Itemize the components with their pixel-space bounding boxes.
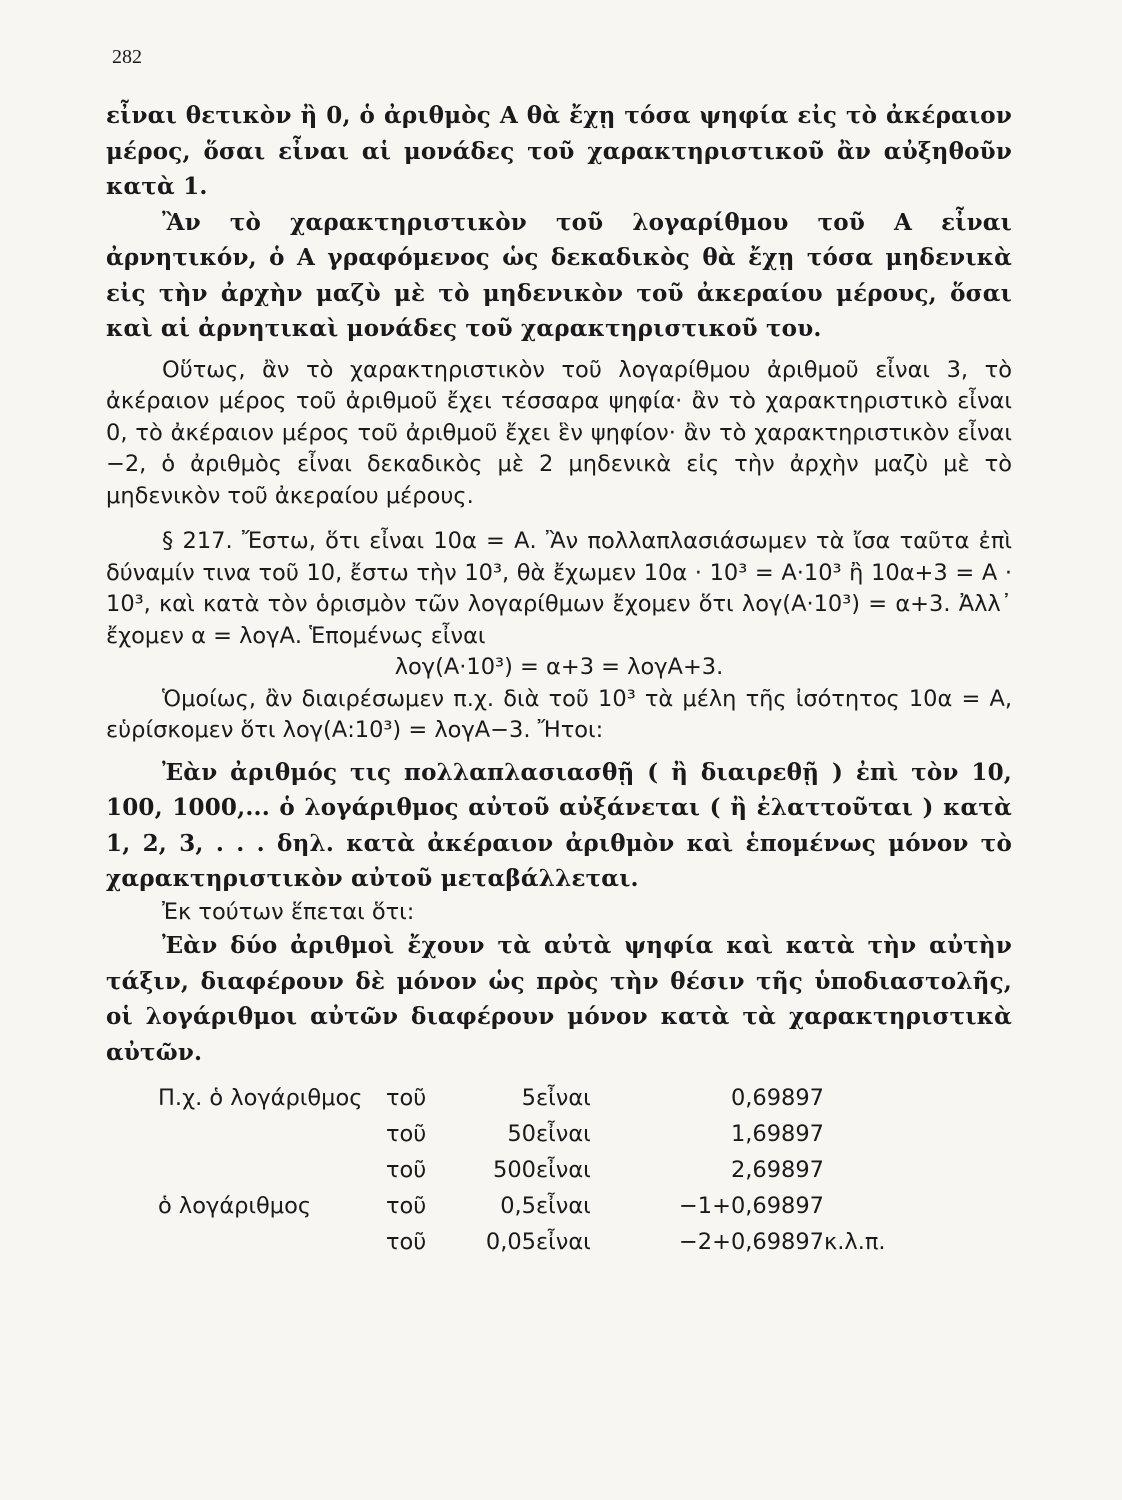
row-label: Π.χ. ὁ λογάριθμος <box>158 1085 363 1111</box>
table-row <box>158 1080 886 1116</box>
row-value: 0,69897 <box>730 1085 824 1111</box>
paragraph-division: Ὁμοίως, ἂν διαιρέσωμεν π.χ. διὰ τοῦ 10³ τὰ μέλη τῆς ἰσότητος 10α = Α, εὑρίσκομεν ὅτι λογ(Α:10³) = λογΑ−3. Ἤτοι: <box>106 685 1012 743</box>
row-einai: εἶναι <box>536 1193 591 1219</box>
row-label <box>158 1116 386 1152</box>
row-number: 5 <box>521 1085 536 1111</box>
row-tou: τοῦ <box>386 1193 427 1219</box>
row-value: −1+0,69897 <box>678 1193 824 1219</box>
page-number: 282 <box>112 46 142 68</box>
rule-same-digits: Ἐὰν δύο ἀριθμοὶ ἔχουν τὰ αὐτὰ ψηφία καὶ κατὰ τὴν αὐτὴν τάξιν, διαφέρουν δὲ μόνον ὡς πρὸς τὴν θέσιν τῆς ὑποδιαστολῆς, οἱ λογάριθμοι αὐτῶν διαφέρουν μόνον κατὰ τὰ χαρακτηριστικὰ αὐτῶν. <box>106 932 1012 1066</box>
row-tou: τοῦ <box>386 1121 427 1147</box>
log-examples-table <box>158 1080 886 1260</box>
table-row <box>158 1116 886 1152</box>
row-suffix <box>824 1152 886 1188</box>
row-label <box>158 1152 386 1188</box>
row-einai: εἶναι <box>536 1157 591 1183</box>
paragraph-negative-characteristic: Ἂν τὸ χαρακτηριστικὸν τοῦ λογαρίθμου τοῦ Α εἶναι ἀρνητικόν, ὁ Α γραφόμενος ὡς δεκαδικὸς θὰ ἔχῃ τόσα μηδενικὰ εἰς τὴν ἀρχὴν μαζὺ μὲ τὸ μηδενικὸν τοῦ ἀκεραίου μέρους, ὅσαι καὶ αἱ ἀρνητικαὶ μονάδες τοῦ χαρακτηριστικοῦ του. <box>106 208 1012 342</box>
table-row <box>158 1152 886 1188</box>
row-einai: εἶναι <box>536 1085 591 1111</box>
row-suffix <box>824 1080 886 1116</box>
row-number: 50 <box>507 1121 536 1147</box>
formula-log-product: λογ(Α·10³) = α+3 = λογΑ+3. <box>394 654 724 680</box>
table-row <box>158 1224 886 1260</box>
row-number: 0,5 <box>500 1193 536 1219</box>
row-number: 0,05 <box>485 1229 536 1255</box>
text-block <box>106 98 1012 1260</box>
row-tou: τοῦ <box>386 1229 427 1255</box>
paragraph-positive-characteristic: εἶναι θετικὸν ἢ 0, ὁ ἀριθμὸς Α θὰ ἔχῃ τόσα ψηφία εἰς τὸ ἀκέραιον μέρος, ὅσαι εἶναι αἱ μονάδες τοῦ χαρακτηριστικοῦ ἂν αὐξηθοῦν κατὰ 1. <box>106 102 1012 200</box>
row-suffix <box>824 1188 886 1224</box>
row-suffix <box>824 1116 886 1152</box>
paragraph-examples-characteristic: Οὕτως, ἂν τὸ χαρακτηριστικὸν τοῦ λογαρίθμου ἀριθμοῦ εἶναι 3, τὸ ἀκέραιον μέρος τοῦ ἀριθμοῦ ἔχει τέσσαρα ψηφία· ἂν τὸ χαρακτηριστικὸ εἶναι 0, τὸ ἀκέραιον μέρος τοῦ ἀριθμοῦ ἔχει ἓν ψηφίον· ἂν τὸ χαρακτηριστικὸν εἶναι −2, ὁ ἀριθμὸς εἶναι δεκαδικὸς μὲ 2 μηδενικὰ εἰς τὴν ἀρχὴν μαζὺ μὲ τὸ μηδενικὸν τοῦ ἀκεραίου μέρους. <box>106 356 1012 509</box>
row-einai: εἶναι <box>536 1121 591 1147</box>
row-label: ὁ λογάριθμος <box>158 1193 312 1219</box>
row-suffix: κ.λ.π. <box>824 1229 886 1255</box>
table-row <box>158 1188 886 1224</box>
row-einai: εἶναι <box>536 1229 591 1255</box>
row-value: 2,69897 <box>730 1157 824 1183</box>
rule-multiplication-by-ten: Ἐὰν ἀριθμός τις πολλαπλασιασθῇ ( ἢ διαιρεθῇ ) ἐπὶ τὸν 10, 100, 1000,... ὁ λογάριθμος αὐτοῦ αὐξάνεται ( ἢ ἐλαττοῦται ) κατὰ 1, 2, 3, . . . δηλ. κατὰ ἀκέραιον ἀριθμὸν καὶ ἑπομένως μόνον τὸ χαρακτηριστικὸν αὐτοῦ μεταβάλλεται. <box>106 758 1012 892</box>
row-value: 1,69897 <box>730 1121 824 1147</box>
row-tou: τοῦ <box>386 1085 427 1111</box>
row-number: 500 <box>493 1157 536 1183</box>
paragraph-section-217: § 217. Ἔστω, ὅτι εἶναι 10α = Α. Ἂν πολλαπλασιάσωμεν τὰ ἴσα ταῦτα ἐπὶ δύναμίν τινα τοῦ 10, ἔστω τὴν 10³, θὰ ἔχωμεν 10α · 10³ = Α·10³ ἢ 10α+3 = Α · 10³, καὶ κατὰ τὸν ὁρισμὸν τῶν λογαρίθμων ἔχομεν ὅτι λογ(Α·10³) = α+3. Ἀλλ᾽ ἔχομεν α = λογΑ. Ἑπομένως εἶναι <box>106 528 1012 649</box>
row-value: −2+0,69897 <box>678 1229 824 1255</box>
row-label <box>158 1224 386 1260</box>
paragraph-consequence: Ἐκ τούτων ἕπεται ὅτι: <box>162 898 415 925</box>
row-tou: τοῦ <box>386 1157 427 1183</box>
